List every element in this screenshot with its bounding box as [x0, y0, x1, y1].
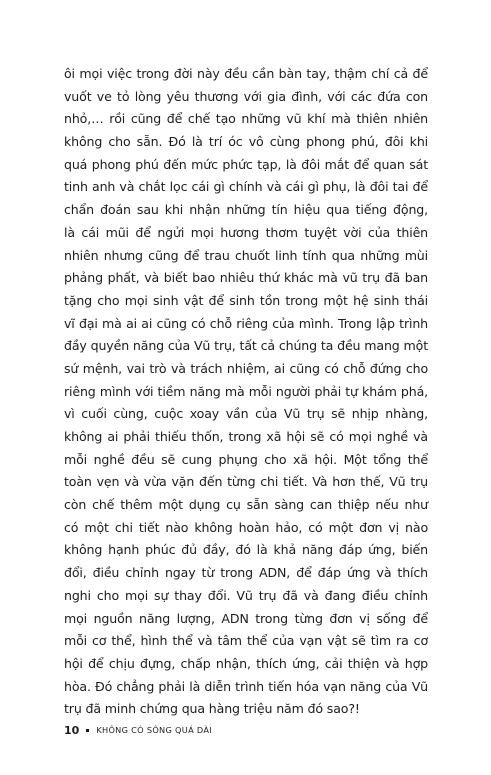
text-line: mỗi cơ thể, hình thể và tâm thể của vạn vật sẽ tìm ra cơ	[64, 633, 428, 649]
text-line: nghi cho mọi sự thay đổi. Vũ trụ đã và đang điều chỉnh	[64, 587, 428, 603]
text-line: vì cuối cùng, cuộc xoay vần của Vũ trụ sẽ nhịp nhàng,	[64, 406, 428, 422]
footer-separator-icon	[86, 729, 89, 732]
text-line: mọi nguồn năng lượng, ADN trong từng đơn vị sống để	[64, 610, 428, 626]
text-line: có một chi tiết nào không hoàn hảo, có một đơn vị nào	[64, 519, 428, 535]
text-line: hội để chịu đựng, chấp nhận, thích ứng, cải thiện và hợp	[64, 655, 428, 671]
text-line: toàn vẹn và vừa vặn đến từng chi tiết. Và hơn thế, Vũ trụ	[64, 474, 428, 490]
text-line: sứ mệnh, vai trò và trách nhiệm, ai cũng có chỗ đứng cho	[64, 360, 428, 376]
text-line: vĩ đại mà ai ai cũng có chỗ riêng của mình. Trong lập trình	[64, 315, 428, 331]
text-line: phảng phất, và biết bao nhiêu thứ khác mà vũ trụ đã ban	[64, 270, 428, 286]
text-line: chẩn đoán sau khi nhận những tín hiệu qua tiếng động,	[64, 202, 428, 218]
text-line: tinh anh và chắt lọc cái gì chính và cái gì phụ, là đôi tai để	[64, 179, 428, 195]
text-line: còn chế thêm một dụng cụ sẵn sàng can thiệp nếu như	[64, 497, 428, 513]
text-line: vuốt ve tỏ lòng yêu thương với gia đình, với các đứa con	[64, 88, 428, 104]
text-line: nhiên nhưng cũng để trau chuốt linh tính qua những mùi	[64, 247, 428, 263]
page-footer	[64, 722, 212, 738]
text-line: là cái mũi để ngửi mọi hương thơm tuyệt vời của thiên	[64, 224, 428, 240]
text-line: nhỏ,… rồi cũng để chế tạo những vũ khí mà thiên nhiên	[64, 111, 428, 127]
text-line: đổi, điều chỉnh ngay từ trong ADN, để đáp ứng và thích	[64, 565, 428, 581]
body-text	[64, 63, 428, 721]
text-line: tặng cho mọi sinh vật để sinh tồn trong một hệ sinh thái	[64, 292, 428, 308]
text-line: không hạnh phúc đủ đầy, đó là khả năng đáp ứng, biến	[64, 542, 428, 558]
text-line: hòa. Đó chẳng phải là diễn trình tiến hóa vạn năng của Vũ	[64, 678, 428, 694]
text-line: không cho sẵn. Đó là trí óc vô cùng phong phú, đôi khi	[64, 134, 428, 150]
text-line: không ai phải thiếu thốn, trong xã hội sẽ có mọi nghề và	[64, 429, 428, 444]
running-title: KHÔNG CÓ SÔNG QUÁ DÀI	[96, 725, 212, 735]
text-line: trụ đã minh chứng qua hàng triệu năm đó sao?!	[64, 701, 360, 717]
text-line: đầy quyền năng của Vũ trụ, tất cả chúng ta đều mang một	[64, 338, 428, 354]
text-line: quá phong phú đến mức phức tạp, là đôi mắt để quan sát	[64, 156, 428, 172]
text-line: ôi mọi việc trong đời này đều cần bàn tay, thậm chí cả để	[64, 66, 428, 81]
text-line: riêng mình với tiềm năng mà mỗi người phải tự khám phá,	[64, 383, 428, 399]
text-line: mỗi nghề đều sẽ cung phụng cho xã hội. Một tổng thể	[64, 451, 428, 467]
page-number: 10	[64, 723, 80, 737]
